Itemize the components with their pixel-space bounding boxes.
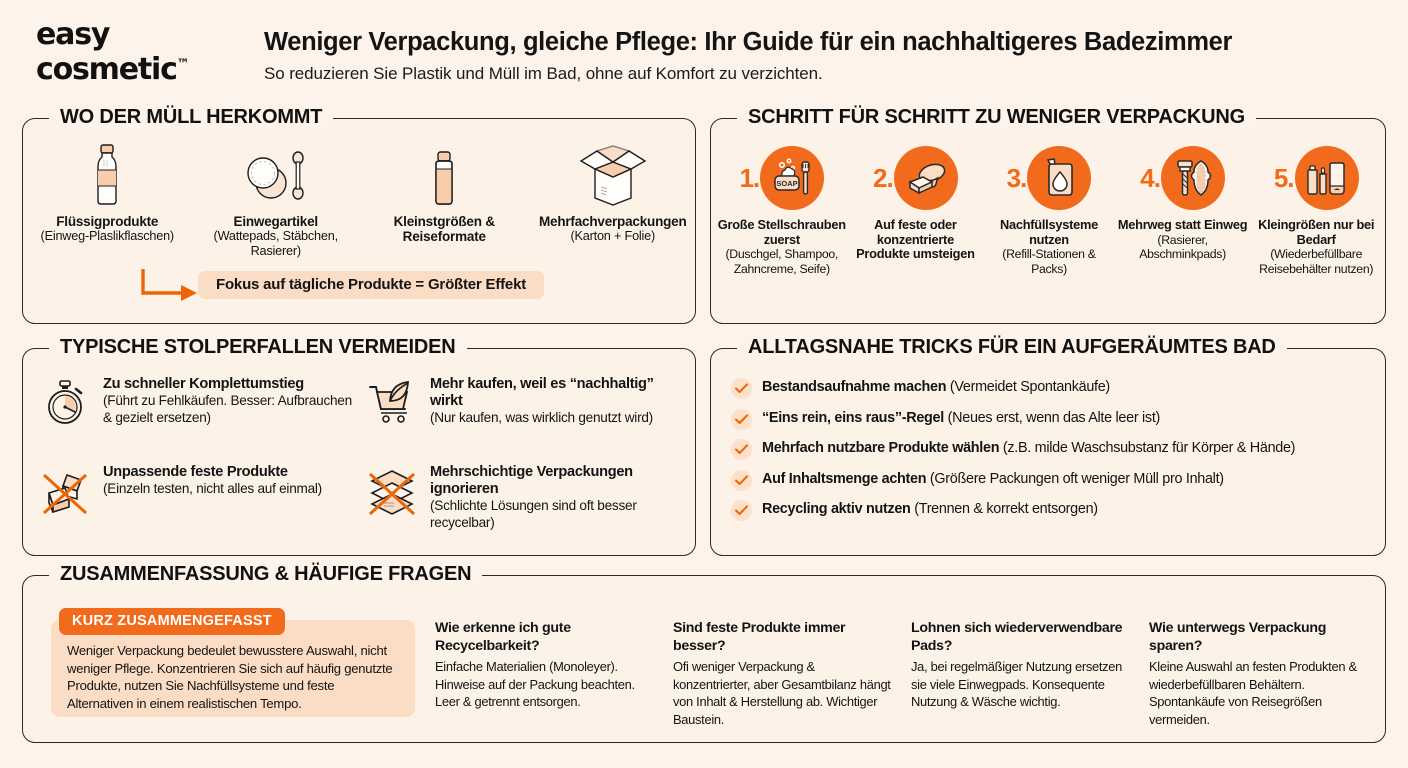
step-number: 4.: [1140, 162, 1160, 193]
cotton-pads-swab-icon: [196, 141, 357, 207]
trick-bold: Bestandsaufnahme machen: [762, 379, 947, 395]
trick-bold: Mehrfach nutzbare Produkte wählen: [762, 440, 1000, 456]
source-item: [529, 141, 698, 259]
crossed-layers-icon: [364, 463, 420, 551]
faq-answer: Kleine Auswahl an festen Produkten & wiederbefüllbaren Behältern. Spontankäufe von Reisegrößen vermeiden.: [1149, 659, 1357, 727]
trick-rest: (Neues erst, wenn das Alte leer ist): [943, 409, 1161, 426]
trick-item: [731, 438, 1371, 469]
check-icon: [731, 500, 752, 521]
step-name: Große Stellschrauben zuerst: [717, 217, 846, 247]
step-number: 5.: [1273, 162, 1294, 193]
pitfall-text: [103, 375, 358, 463]
cardboard-box-icon: [533, 141, 694, 207]
faq-answer: Einfache Materialien (Monoleyer). Hinweise auf der Packung beachten. Leer & getrennt entsorgen.: [435, 659, 635, 709]
faq-item: [1149, 620, 1369, 728]
step-name: Nachfüllsysteme nutzen: [1000, 217, 1098, 247]
plastic-bottle-icon: [27, 141, 188, 207]
source-name: Einwegartikel: [233, 214, 318, 229]
step-badge: [984, 143, 1114, 213]
step-icon-circle: [1161, 146, 1225, 210]
panel-steps: [710, 106, 1386, 324]
faq-item: [911, 620, 1131, 728]
step-item: [1249, 143, 1383, 276]
step-name: Kleingrößen nur bei Bedarf: [1258, 217, 1375, 247]
pitfall-note: (Führt zu Fehlkäufen. Besser: Aufbrauchen & gezielt ersetzen): [103, 393, 352, 425]
pitfall-title: Mehr kaufen, weil es “nachhaltig” wirkt: [430, 376, 654, 409]
pitfall-title: Mehrschichtige Verpackungen ignorieren: [430, 464, 633, 497]
step-badge: [717, 143, 847, 213]
source-item: [23, 141, 192, 259]
razor-pad-icon: [1169, 154, 1217, 202]
check-icon: [731, 439, 752, 460]
step-number: 2.: [873, 162, 893, 193]
panel-waste-sources: [22, 106, 696, 324]
source-name: Kleinstgrößen & Reiseformate: [393, 214, 495, 244]
step-badge: [851, 143, 981, 213]
step-badge: [1251, 143, 1381, 213]
check-icon: [731, 470, 752, 491]
pitfall-text: [103, 463, 322, 551]
brand-name-line2: cosmetic: [36, 52, 177, 87]
source-name: Mehrfachverpackungen: [538, 214, 687, 229]
source-name: Flüssigprodukte: [56, 214, 159, 229]
tricks-list: [731, 377, 1371, 530]
crossed-boxes-icon: [37, 463, 93, 551]
pitfall-text: [430, 375, 685, 463]
step-icon-circle: [894, 146, 958, 210]
trick-bold: “Eins rein, eins raus”-Regel: [762, 409, 944, 426]
summary-body: Weniger Verpackung bedeulet bewusstere Auswahl, nicht weniger Pflege. Konzentrieren Sie sich auf häufig genutzte Produkte, nutzen Sie Nachfüllsysteme und feste Alternativen in einem realistischen Tempo.: [67, 643, 393, 711]
trick-item: [731, 499, 1371, 530]
faq-row: [435, 620, 1369, 728]
brand-name-line1: easy: [36, 17, 110, 52]
source-item: [192, 141, 361, 259]
faq-item: [435, 620, 655, 728]
trick-text: [762, 438, 1295, 458]
step-item: [1116, 143, 1250, 276]
source-note: (Einweg-Plaslikflaschen): [40, 229, 174, 243]
faq-answer: Ofi weniger Verpackung & konzentrierter, aber Gesamtbilanz hängt von Inhalt & Herstellung ab. Wichtiger Baustein.: [673, 659, 891, 727]
panel-title-waste-sources: WO DER MÜLL HERKOMMT: [49, 106, 333, 129]
pitfall-note: (Schlichte Lösungen sind oft besser recycelbar): [430, 498, 637, 530]
trick-rest: (Trennen & korrekt entsorgen): [910, 501, 1098, 517]
faq-item: [673, 620, 893, 728]
step-badge: [1118, 143, 1248, 213]
faq-answer: Ja, bei regelmäßiger Nutzung ersetzen sie viele Einwegpads. Konsequente Nutzung & Wäsche wichtig.: [911, 659, 1123, 709]
refill-canister-icon: [1035, 154, 1083, 202]
faq-question: Sind feste Produkte immer besser?: [673, 620, 846, 654]
cart-leaf-icon: [364, 375, 420, 463]
solid-bars-icon: [902, 154, 950, 202]
step-number: 3.: [1006, 162, 1027, 193]
waste-sources-row: [23, 141, 697, 259]
pitfall-text: [430, 463, 685, 551]
step-note: (Rasierer, Abschminkpads): [1139, 232, 1226, 261]
summary-badge: KURZ ZUSAMMENGEFASST: [59, 608, 285, 635]
source-item: [360, 141, 529, 259]
travel-bottles-icon: [1303, 154, 1351, 202]
panel-tricks: [710, 336, 1386, 556]
faq-question: Wie unterwegs Verpackung sparen?: [1149, 620, 1327, 654]
step-icon-circle: [1027, 146, 1091, 210]
step-name: Mehrweg statt Einweg: [1117, 217, 1248, 232]
step-note: (Refill-Stationen & Packs): [1002, 247, 1096, 276]
panel-pitfalls: [22, 336, 696, 556]
faq-question: Lohnen sich wiederverwendbare Pads?: [911, 620, 1123, 654]
focus-callout-text: Fokus auf tägliche Produkte = Größter Effekt: [198, 271, 544, 299]
step-item: [849, 143, 983, 276]
trick-item: [731, 469, 1371, 500]
step-note: (Duschgel, Shampoo, Zahncreme, Seife): [725, 247, 839, 276]
pitfalls-grid: [37, 375, 685, 551]
source-note: (Karton + Folie): [570, 229, 656, 243]
pitfall-title: Unpassende feste Produkte: [103, 464, 288, 480]
panel-title-steps: SCHRITT FÜR SCHRITT ZU WENIGER VERPACKUNG: [737, 106, 1256, 129]
page-title: Weniger Verpackung, gleiche Pflege: Ihr Guide für ein nachhaltigeres Badezimmer: [264, 28, 1233, 56]
step-number: 1.: [739, 162, 760, 193]
pitfall-note: (Nur kaufen, was wirklich genutzt wird): [430, 410, 653, 425]
panel-title-tricks: ALLTAGSNAHE TRICKS FÜR EIN AUFGERÄUMTES BAD: [737, 336, 1287, 359]
trick-item: [731, 408, 1371, 439]
steps-row: [715, 143, 1383, 276]
pitfall-item: [364, 375, 685, 463]
source-note: (Wattepads, Stäbchen, Rasierer): [213, 229, 338, 258]
trick-text: [762, 408, 1160, 428]
panel-title-pitfalls: TYPISCHE STOLPERFALLEN VERMEIDEN: [49, 336, 467, 359]
step-icon-circle: [1295, 146, 1359, 210]
pitfall-item: [364, 463, 685, 551]
pitfall-title: Zu schneller Komplettumstieg: [103, 376, 304, 392]
step-icon-circle: [760, 146, 824, 210]
trick-text: [762, 469, 1224, 489]
brand-logo: [36, 17, 190, 87]
trademark-symbol: ™: [176, 57, 190, 72]
trick-bold: Auf Inhaltsmenge achten: [762, 470, 927, 487]
trick-bold: Recycling aktiv nutzen: [762, 501, 911, 517]
soap-toothbrush-icon: [768, 154, 816, 202]
check-icon: [731, 409, 752, 430]
elbow-arrow-icon: [139, 269, 201, 309]
svg-text:SOAP: SOAP: [776, 179, 798, 188]
small-bottle-icon: [364, 141, 525, 207]
check-icon: [731, 378, 752, 399]
trick-rest: (Vermeidet Spontankäufe): [946, 379, 1110, 395]
pitfall-item: [37, 463, 358, 551]
step-item: [982, 143, 1116, 276]
stopwatch-icon: [37, 375, 93, 463]
panel-title-summary: ZUSAMMENFASSUNG & HÄUFIGE FRAGEN: [49, 563, 482, 586]
trick-rest: (z.B. milde Waschsubstanz für Körper & Hände): [999, 440, 1296, 456]
step-note: (Wiederbefüllbare Reisebehälter nutzen): [1259, 247, 1374, 276]
trick-text: [762, 499, 1098, 519]
trick-item: [731, 377, 1371, 408]
panel-summary-faq: [22, 563, 1386, 743]
pitfall-note: (Einzeln testen, nicht alles auf einmal): [103, 481, 322, 496]
step-item: [715, 143, 849, 276]
page-header: [0, 0, 1408, 104]
trick-rest: (Größere Packungen oft weniger Müll pro Inhalt): [926, 470, 1224, 487]
focus-callout: [139, 269, 659, 311]
faq-question: Wie erkenne ich gute Recycelbarkeit?: [435, 620, 571, 654]
step-name: Auf feste oder konzentrierte Produkte umsteigen: [856, 217, 975, 261]
page-subtitle: So reduzieren Sie Plastik und Müll im Bad, ohne auf Komfort zu verzichten.: [264, 64, 823, 83]
pitfall-item: [37, 375, 358, 463]
trick-text: [762, 377, 1110, 397]
